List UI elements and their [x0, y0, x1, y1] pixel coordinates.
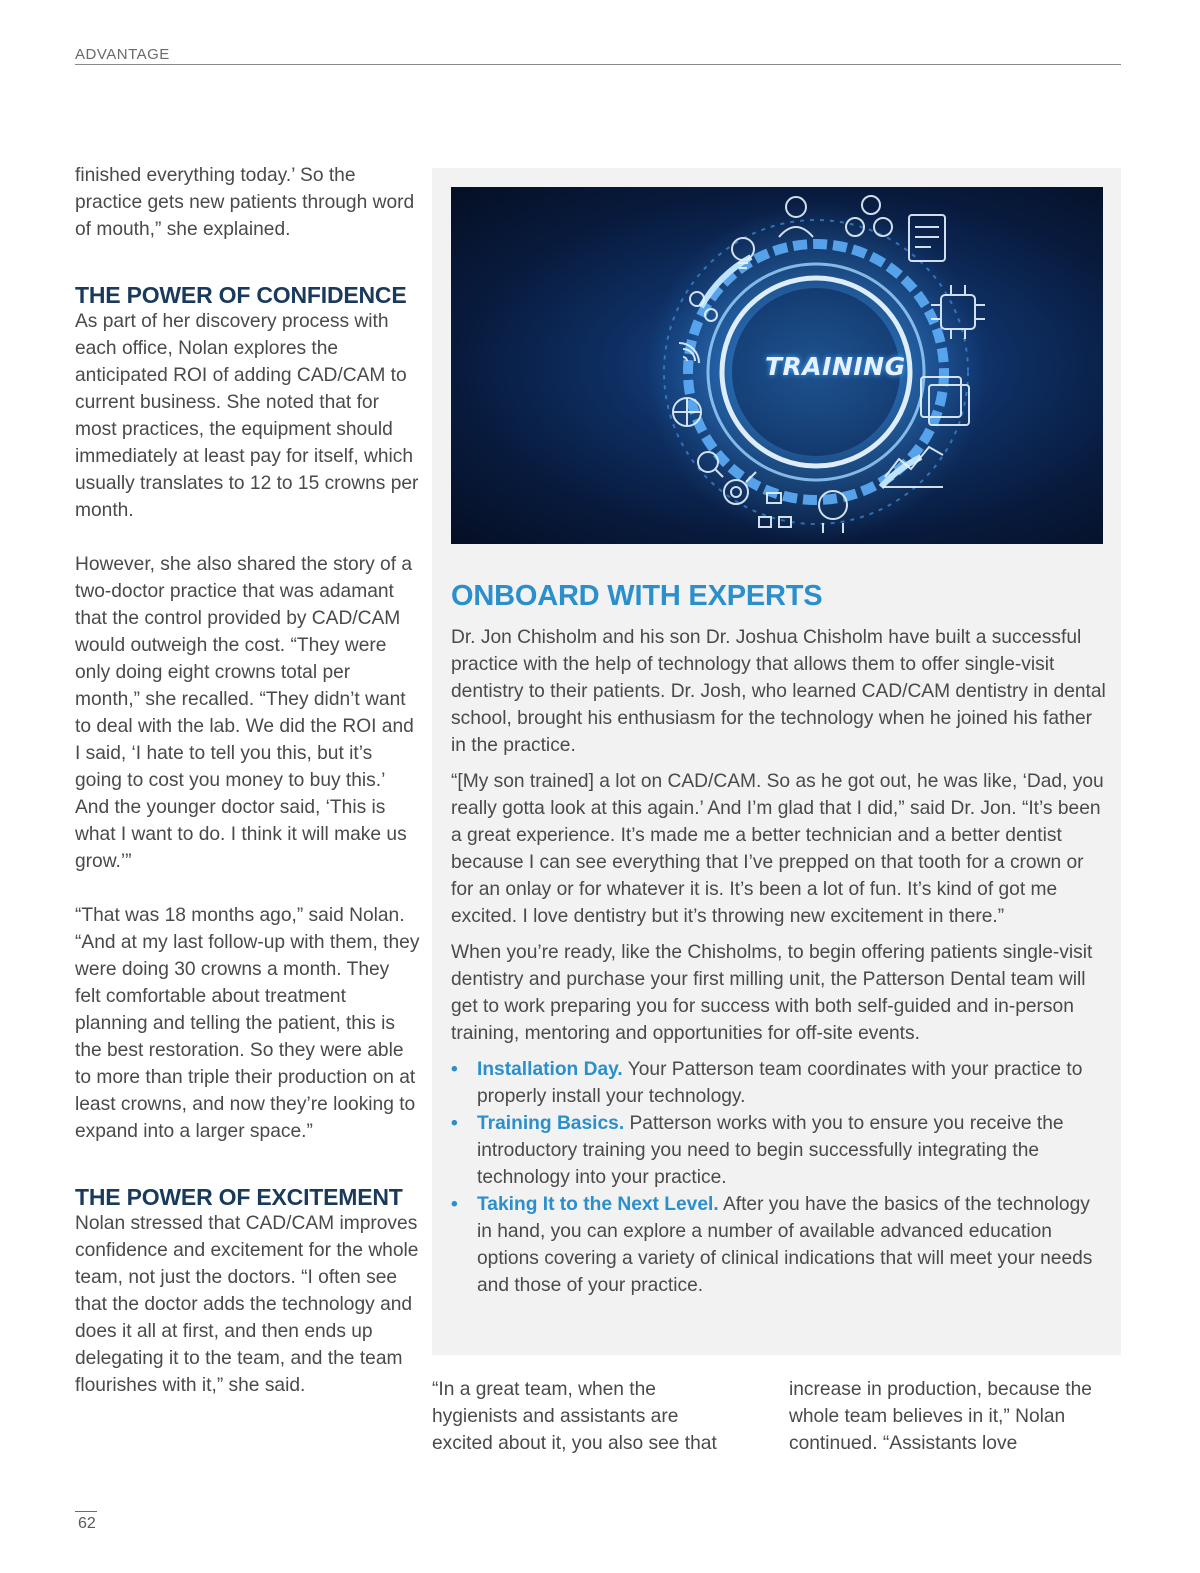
bullet-text: Your Patterson team coordinates with your practice to properly install your technology.	[477, 1059, 1083, 1107]
sidebar-box	[432, 168, 1121, 1355]
folio-rule	[75, 1511, 97, 1512]
heading-power-of-confidence: THE POWER OF CONFIDENCE	[75, 282, 407, 308]
training-hero-image	[451, 187, 1103, 544]
bullet-text: Patterson works with you to ensure you receive the introductory training you need to begin successfully integrating the technology into your practice.	[477, 1113, 1064, 1188]
bullet-lead: Installation Day.	[477, 1059, 623, 1080]
bullet-item-installation-day	[451, 1056, 1106, 1110]
left-paragraph-2: As part of her discovery process with each office, Nolan explores the anticipated ROI of adding CAD/CAM to current business. She noted that for most practices, the equipment should immediately at least pay for itself, which usually translates to 12 to 15 crowns per month.	[75, 311, 419, 521]
bottom-right-column: increase in production, because the whole team believes in it,” Nolan continued. “Assistants love	[789, 1379, 1092, 1454]
bottom-middle-column: “In a great team, when the hygienists and assistants are excited about it, you also see that	[432, 1379, 717, 1454]
left-paragraph-1: finished everything today.’ So the practice gets new patients through word of mouth,” she explained.	[75, 165, 415, 240]
hero-training-label: TRAINING	[765, 352, 906, 381]
bullet-icon: •	[451, 1194, 458, 1215]
paragraph-gap	[75, 524, 420, 551]
paragraph-gap	[75, 243, 420, 270]
heading-power-of-excitement: THE POWER OF EXCITEMENT	[75, 1184, 403, 1210]
header-rule	[75, 64, 1121, 65]
bullet-lead: Training Basics.	[477, 1113, 625, 1134]
bullet-icon: •	[451, 1059, 458, 1080]
sidebar-body	[451, 624, 1106, 1299]
paragraph-gap	[75, 1145, 420, 1172]
left-paragraph-3: However, she also shared the story of a two-doctor practice that was adamant that the control provided by CAD/CAM would outweigh the cost. “They were only doing eight crowns total per month,” she recalled. “They didn’t want to deal with the lab. We did the ROI and I said, ‘I hate to tell you this, but it’s going to cost you money to buy this.’ And the younger doctor said, ‘This is what I want to do. I think it will make us grow.’”	[75, 554, 414, 872]
sidebar-title: ONBOARD WITH EXPERTS	[451, 580, 823, 612]
bullet-item-training-basics	[451, 1110, 1106, 1191]
bullet-lead: Taking It to the Next Level.	[477, 1194, 719, 1215]
sidebar-paragraph-1: Dr. Jon Chisholm and his son Dr. Joshua Chisholm have built a successful practice with the help of technology that allows them to offer single-visit dentistry to their patients. Dr. Josh, who learned CAD/CAM dentistry in dental school, brought his enthusiasm for the technology when he joined his father in the practice.	[451, 627, 1106, 756]
sidebar-paragraph-2: “[My son trained] a lot on CAD/CAM. So as he got out, he was like, ‘Dad, you really gotta look at this again.’ And I’m glad that I did,” said Dr. Jon. “It’s been a great experience. It’s made me a better technician and a better dentist because I can see everything that I’ve prepped on that tooth for a crown or for an onlay or for whatever it is. It’s been a lot of fun. It’s kind of got me excited. I love dentistry but it’s throwing new excitement in there.”	[451, 771, 1104, 927]
page-number: 62	[78, 1515, 96, 1532]
left-column	[75, 162, 420, 1399]
sidebar-bullet-list	[451, 1056, 1106, 1299]
bullet-item-next-level	[451, 1191, 1106, 1299]
bullet-text: After you have the basics of the technology in hand, you can explore a number of available advanced education options covering a variety of clinical indications that will meet your needs and those of your practice.	[477, 1194, 1093, 1296]
sidebar-paragraph-3: When you’re ready, like the Chisholms, to begin offering patients single-visit dentistry and purchase your first milling unit, the Patterson Dental team will get to work preparing you for success with both self-guided and in-person training, mentoring and opportunities for off-site events.	[451, 942, 1093, 1044]
bullet-icon: •	[451, 1113, 458, 1134]
section-label: ADVANTAGE	[75, 46, 170, 63]
paragraph-gap	[75, 875, 420, 902]
left-paragraph-5: Nolan stressed that CAD/CAM improves confidence and excitement for the whole team, not just the doctors. “I often see that the doctor adds the technology and does it all at first, and then ends up delegating it to the team, and the team flourishes with it,” she said.	[75, 1213, 419, 1396]
left-paragraph-4: “That was 18 months ago,” said Nolan. “And at my last follow-up with them, they were doing 30 crowns a month. They felt comfortable about treatment planning and telling the patient, this is the best restoration. So they were able to more than triple their production on at least crowns, and now they’re looking to expand into a larger space.”	[75, 905, 420, 1142]
